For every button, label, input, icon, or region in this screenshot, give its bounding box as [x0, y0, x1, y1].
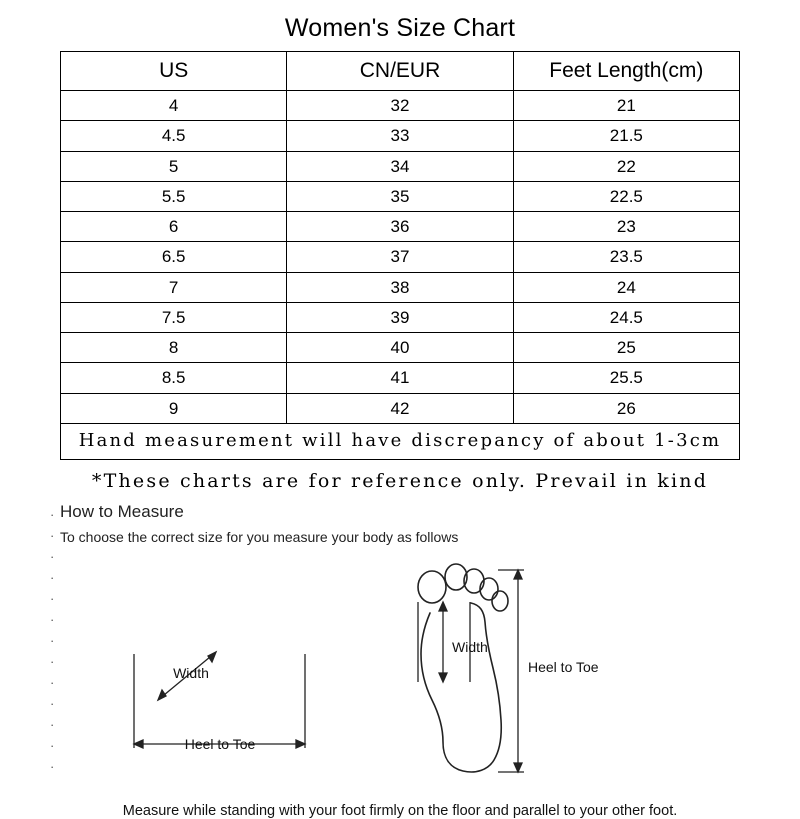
cell-cn-eur: 40: [287, 333, 513, 363]
measurement-note: Hand measurement will have discrepancy of about 1-3cm: [61, 423, 740, 460]
reference-note: *These charts are for reference only. Prevail in kind: [91, 470, 709, 493]
top-heel-to-toe-label: Heel to Toe: [528, 659, 599, 676]
table-row: [61, 212, 740, 242]
table-row: [61, 121, 740, 151]
top-width-label: Width: [452, 639, 488, 656]
cell-us: 7.5: [61, 302, 287, 332]
how-to-measure-subheading: To choose the correct size for you measure your body as follows: [60, 529, 459, 546]
side-heel-to-toe-label: Heel to Toe: [184, 736, 256, 753]
table-row: [61, 91, 740, 121]
cell-cn-eur: 36: [287, 212, 513, 242]
cell-feet-length: 24.5: [513, 302, 739, 332]
top-view-foot-illustration: [418, 564, 508, 772]
cell-feet-length: 22: [513, 151, 739, 181]
cell-cn-eur: 41: [287, 363, 513, 393]
side-width-label: Width: [173, 665, 209, 682]
diagram-group: [125, 551, 598, 772]
chart-title: Women's Size Chart: [284, 14, 516, 42]
table-row: [61, 363, 740, 393]
cell-us: 6: [61, 212, 287, 242]
cell-feet-length: 23.5: [513, 242, 739, 272]
cell-cn-eur: 42: [287, 393, 513, 423]
foot-diagram-svg: [0, 551, 800, 801]
cell-us: 7: [61, 272, 287, 302]
measure-caption: Measure while standing with your foot firmly on the floor and parallel to your other foot.: [122, 803, 678, 819]
cell-cn-eur: 39: [287, 302, 513, 332]
decorative-dots: · · · · · · · · · · · · ·: [50, 507, 55, 775]
cell-cn-eur: 35: [287, 181, 513, 211]
cell-us: 6.5: [61, 242, 287, 272]
table-row: [61, 181, 740, 211]
cell-us: 4: [61, 91, 287, 121]
table-row: [61, 393, 740, 423]
cell-cn-eur: 37: [287, 242, 513, 272]
cell-feet-length: 21: [513, 91, 739, 121]
cell-cn-eur: 38: [287, 272, 513, 302]
cell-us: 9: [61, 393, 287, 423]
cell-cn-eur: 34: [287, 151, 513, 181]
cell-feet-length: 25.5: [513, 363, 739, 393]
cell-cn-eur: 32: [287, 91, 513, 121]
cell-feet-length: 24: [513, 272, 739, 302]
table-body: [61, 91, 740, 460]
cell-us: 8.5: [61, 363, 287, 393]
cell-feet-length: 26: [513, 393, 739, 423]
table-header-row: [61, 52, 740, 91]
foot-diagrams: [0, 551, 800, 801]
column-header-cn-eur: CN/EUR: [287, 52, 513, 91]
cell-us: 5: [61, 151, 287, 181]
cell-us: 5.5: [61, 181, 287, 211]
cell-feet-length: 25: [513, 333, 739, 363]
cell-feet-length: 23: [513, 212, 739, 242]
top-heel-to-toe-dimension: [498, 570, 524, 772]
table-row: [61, 242, 740, 272]
side-heel-to-toe-dimension: [134, 654, 305, 748]
table-row: [61, 333, 740, 363]
size-chart-table: [60, 10, 740, 460]
cell-us: 8: [61, 333, 287, 363]
cell-feet-length: 22.5: [513, 181, 739, 211]
column-header-feet-length: Feet Length(cm): [513, 52, 739, 91]
column-header-us: US: [61, 52, 287, 91]
how-to-measure-heading: How to Measure: [60, 502, 184, 522]
cell-feet-length: 21.5: [513, 121, 739, 151]
table-row: [61, 272, 740, 302]
measurement-note-row: [61, 423, 740, 460]
table-row: [61, 302, 740, 332]
cell-us: 4.5: [61, 121, 287, 151]
table-row: [61, 151, 740, 181]
cell-cn-eur: 33: [287, 121, 513, 151]
